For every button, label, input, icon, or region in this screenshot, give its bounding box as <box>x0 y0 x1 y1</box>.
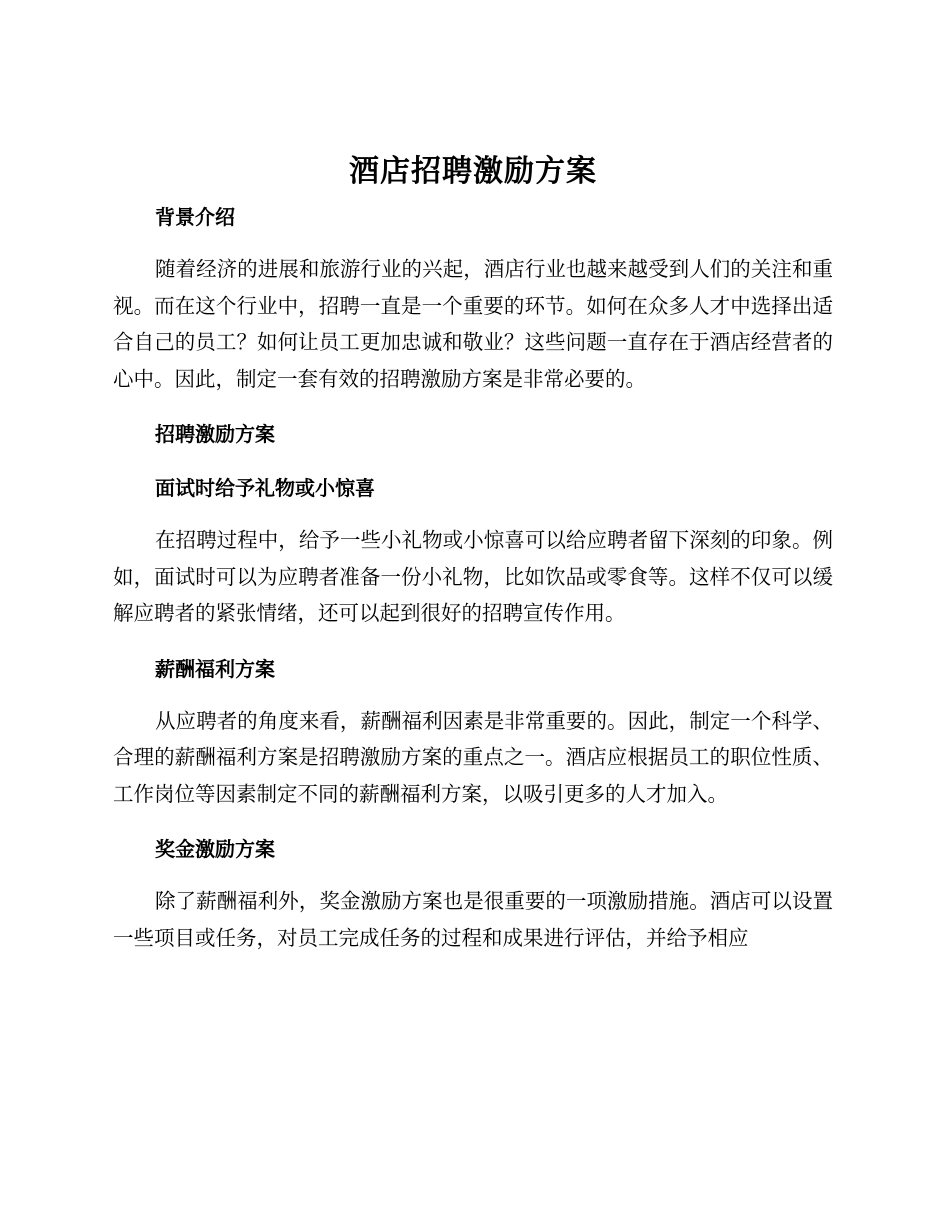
document-title: 酒店招聘激励方案 <box>349 154 597 189</box>
section-heading-interview-gift: 面试时给予礼物或小惊喜 <box>155 476 375 500</box>
section-heading-salary-benefits: 薪酬福利方案 <box>155 656 275 681</box>
paragraph-bonus-incentive: 除了薪酬福利外，奖金激励方案也是很重要的一项激励措施。酒店可以设置一些项目或任务，对员工完成任务的过程和成果进行评估，并给予相应 <box>113 889 833 950</box>
paragraph-interview-gift: 在招聘过程中，给予一些小礼物或小惊喜可以给应聘者留下深刻的印象。例如，面试时可以为应聘者准备一份小礼物，比如饮品或零食等。这样不仅可以缓解应聘者的紧张情绪，还可以起到很好的招聘宣传作用。 <box>113 528 833 625</box>
section-heading-bonus-incentive: 奖金激励方案 <box>155 837 275 861</box>
paragraph-salary-benefits: 从应聘者的角度来看，薪酬福利因素是非常重要的。因此，制定一个科学、合理的薪酬福利方案是招聘激励方案的重点之一。酒店应根据员工的职位性质、工作岗位等因素制定不同的薪酬福利方案，以吸引更多的人才加入。 <box>113 708 833 806</box>
section-heading-recruit-plan: 招聘激励方案 <box>155 422 275 446</box>
document-page <box>113 148 833 956</box>
section-heading-background: 背景介绍 <box>155 205 235 229</box>
paragraph-background: 随着经济的进展和旅游行业的兴起，酒店行业也越来越受到人们的关注和重视。而在这个行业中，招聘一直是一个重要的环节。如何在众多人才中选择出适合自己的员工？如何让员工更加忠诚和敬业？这些问题一直存在于酒店经营者的心中。因此，制定一套有效的招聘激励方案是非常必要的。 <box>113 257 833 391</box>
